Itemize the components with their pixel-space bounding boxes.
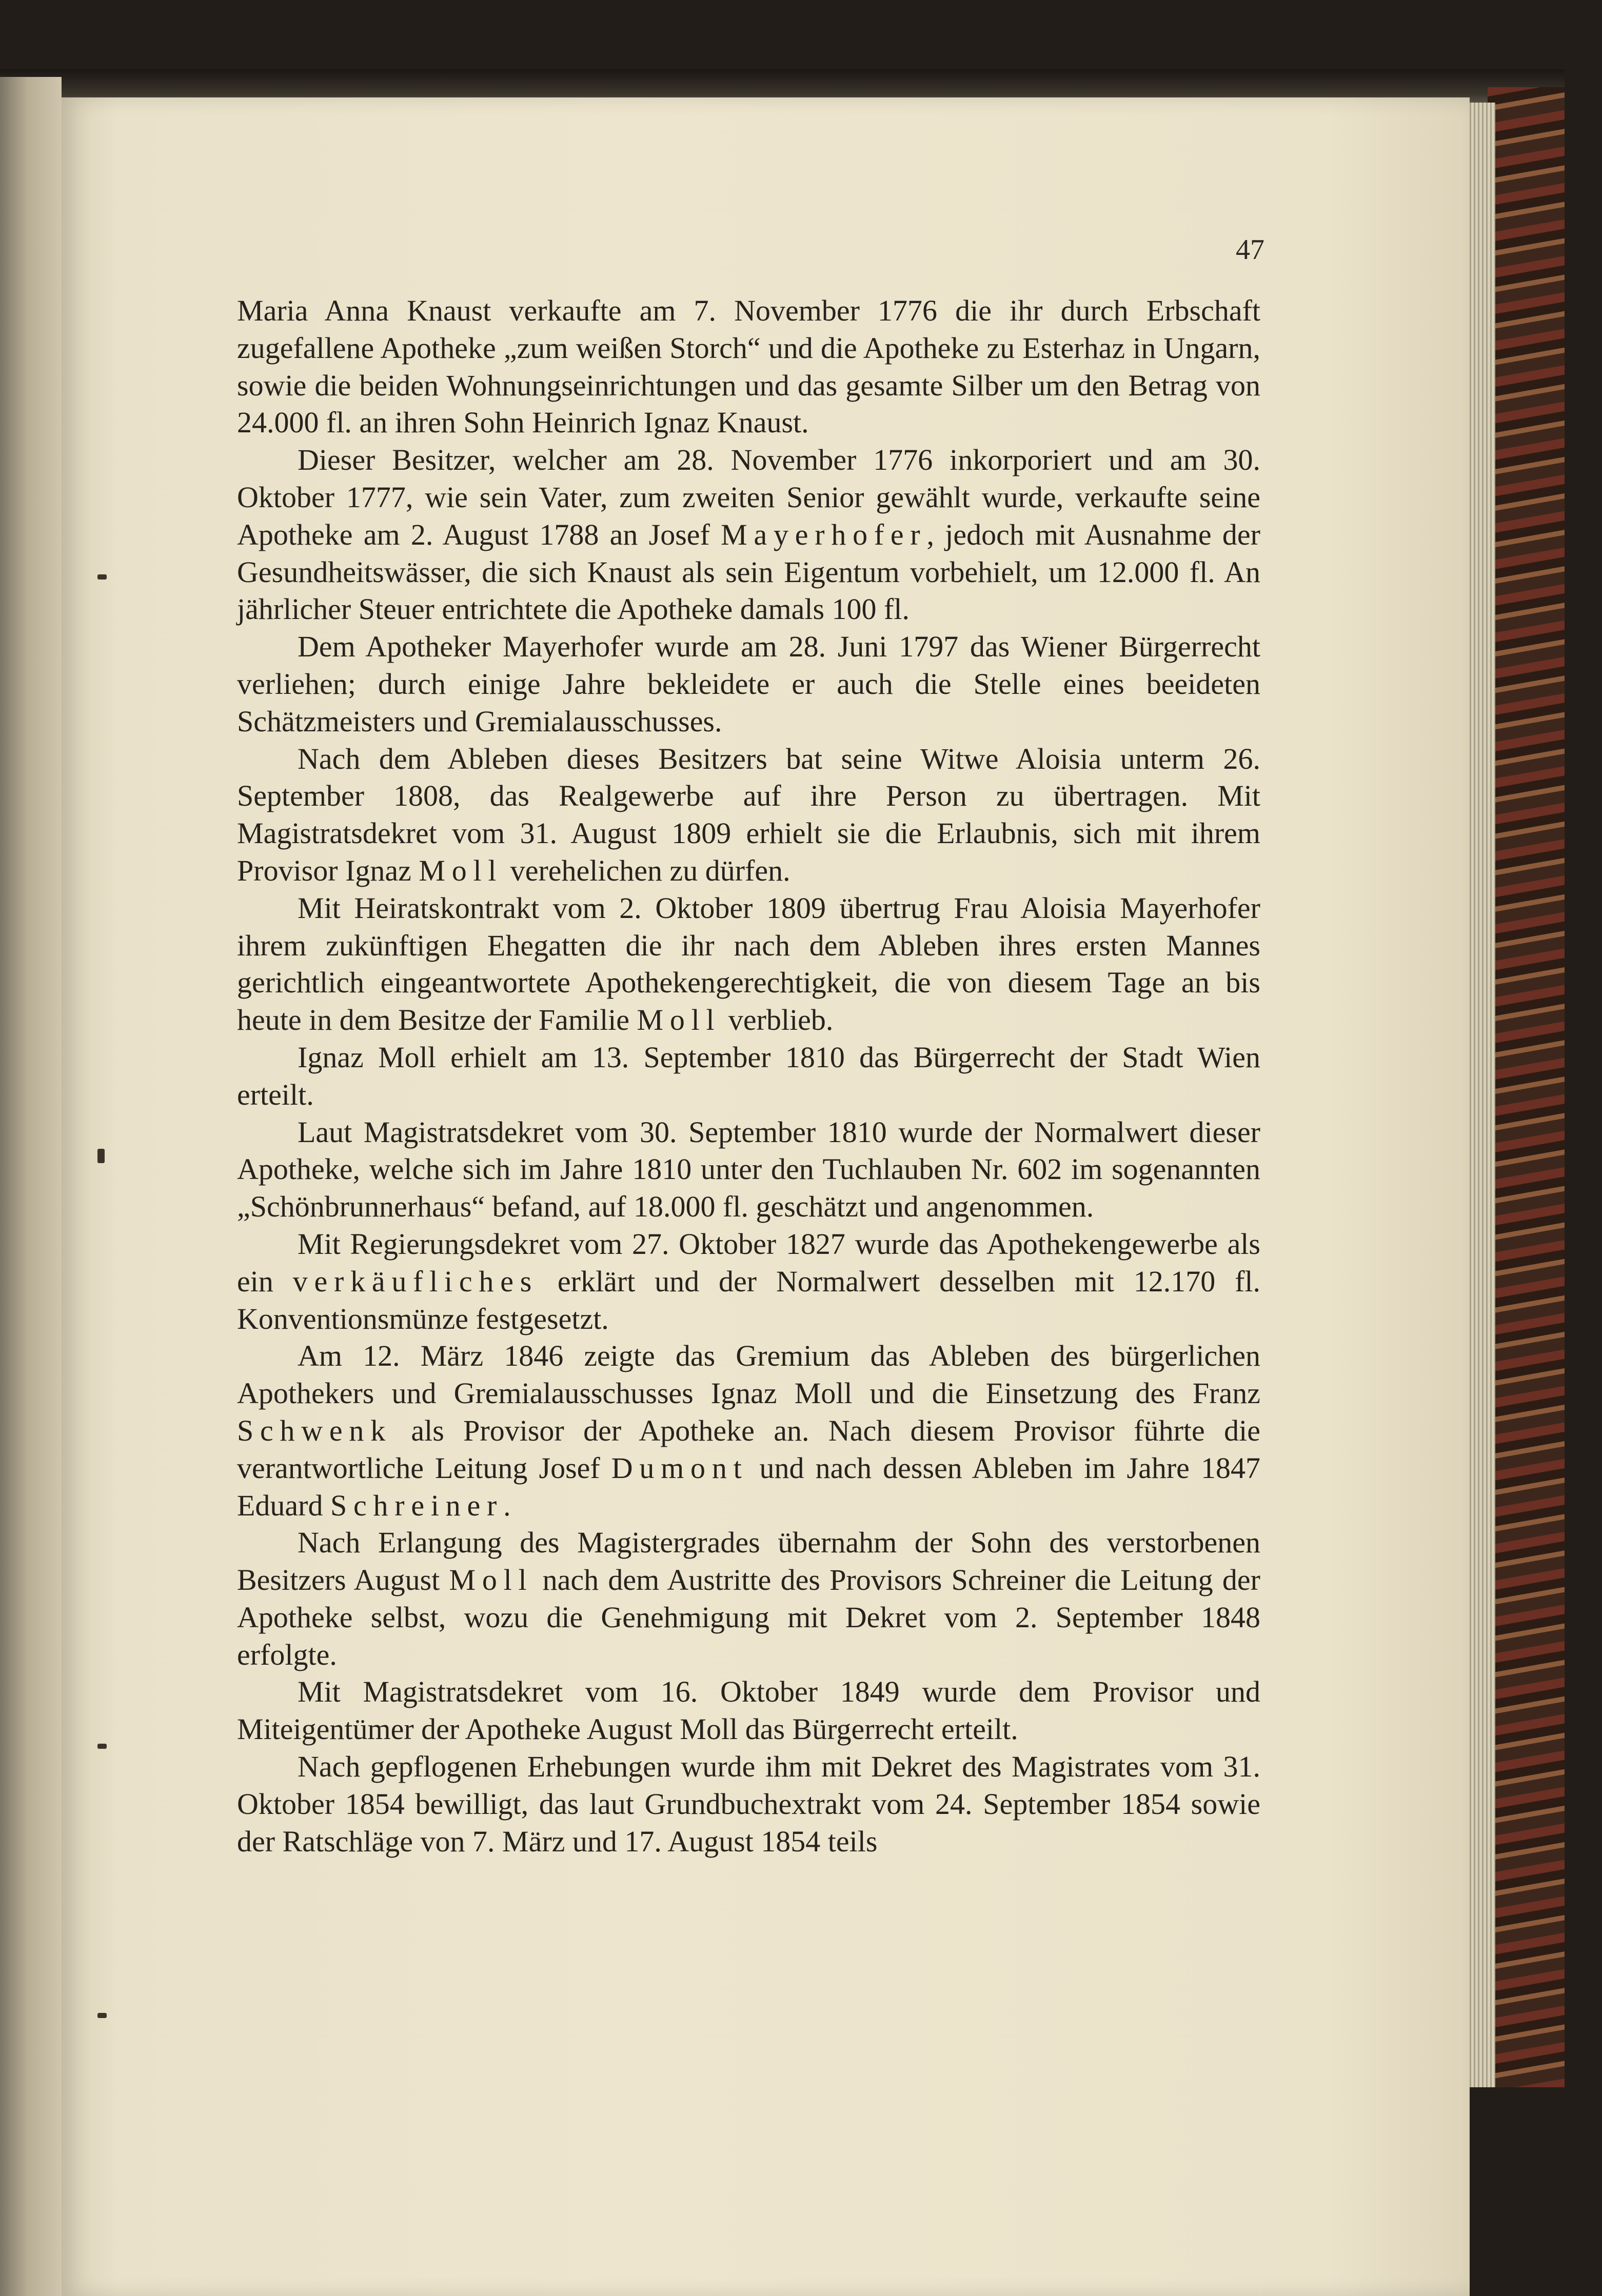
paragraph-text: , jedoch mit Ausnahme der Gesundheitswässer, die sich Knaust als sein Eigentum vorbehielt, um 12.000 fl. An jährlicher Steuer entrichtete die Apotheke damals 100 fl.: [237, 517, 1260, 626]
body-text: [237, 292, 1260, 1860]
paragraph: [237, 1524, 1260, 1673]
paragraph-text: Mit Heiratskontrakt vom 2. Oktober 1809 übertrug Frau Aloisia Mayerhofer ihrem zukünftigen Ehegatten die ihr nach dem Ableben ihres ersten Mannes gerichtlich eingeantwortete Apothekengerechtigkeit, die von diesem Tage an bis heute in dem Besitze der Familie: [237, 891, 1260, 1037]
paragraph-text: Mit Magistratsdekret vom 16. Oktober 1849 wurde dem Provisor und Miteigentümer der Apotheke August Moll das Bürgerrecht erteilt.: [237, 1675, 1260, 1746]
page-stack-edge: [1467, 103, 1495, 2087]
paragraph-text: .: [503, 1488, 511, 1522]
page-number: 47: [1236, 234, 1264, 266]
paragraph-text: Laut Magistratsdekret vom 30. September 1810 wurde der Normalwert dieser Apotheke, welche sich im Jahre 1810 unter den Tuchlauben Nr. 602 im sogenannten „Schönbrunnerhaus“ befand, auf 18.000 fl. geschätzt und angenommen.: [237, 1115, 1260, 1224]
paragraph-text: erklärt und der Normalwert desselben mit 12.170 fl. Konventionsmünze festgesetzt.: [237, 1264, 1261, 1335]
binding-mark: [97, 1149, 105, 1163]
spaced-name: Dumont: [611, 1451, 748, 1485]
paragraph-text: Dieser Besitzer, welcher am 28. November 1776 inkorporiert und am 30. Oktober 1777, wie sein Vater, zum zweiten Senior gewählt wurde, verkaufte seine Apotheke am 2. August 1788 an Josef: [237, 443, 1260, 551]
spaced-name: Schreiner: [330, 1488, 504, 1522]
paragraph: [237, 628, 1260, 740]
paragraph: [237, 1039, 1260, 1114]
binding-mark: [97, 1744, 107, 1749]
spaced-name: Mayerhofer: [721, 517, 927, 551]
paragraph: [237, 442, 1260, 628]
paragraph-text: Nach Erlangung des Magistergrades übernahm der Sohn des verstorbenen Besitzers August: [237, 1526, 1260, 1597]
spaced-name: Moll: [637, 1003, 721, 1037]
paragraph: [237, 292, 1260, 442]
paragraph-text: Am 12. März 1846 zeigte das Gremium das Ableben des bürgerlichen Apothekers und Gremialausschusses Ignaz Moll und die Einsetzung des Franz: [237, 1339, 1260, 1410]
paragraph-text: Ignaz Moll erhielt am 13. September 1810 das Bürgerrecht der Stadt Wien erteilt.: [237, 1040, 1260, 1111]
paragraph: [237, 1673, 1260, 1748]
binding-mark: [97, 574, 107, 580]
marbled-book-edge: [1488, 87, 1565, 2087]
previous-page-edge: [0, 77, 62, 2296]
paragraph-text: als Provisor der Apotheke an. Nach diesem Provisor führte die verantwortliche Leitung Josef: [237, 1413, 1260, 1485]
paragraph-text: nach dem Austritte des Provisors Schreiner die Leitung der Apotheke selbst, wozu die Genehmigung mit Dekret vom 2. September 1848 erfolgte.: [237, 1563, 1260, 1671]
paragraph-text: verehelichen zu dürfen.: [503, 853, 790, 887]
spaced-name: verkäufliches: [292, 1264, 539, 1298]
paragraph-text: und nach dessen Ableben im Jahre 1847 Eduard: [237, 1451, 1260, 1522]
paragraph: [237, 1114, 1260, 1226]
paragraph-text: Mit Regierungsdekret vom 27. Oktober 1827 wurde das Apothekengewerbe als ein: [237, 1227, 1260, 1298]
paragraph: [237, 1748, 1260, 1860]
spaced-name: Schwenk: [237, 1413, 392, 1447]
paragraph-text: Maria Anna Knaust verkaufte am 7. November 1776 die ihr durch Erbschaft zugefallene Apotheke „zum weißen Storch“ und die Apotheke zu Esterhaz in Ungarn, sowie die beiden Wohnungseinrichtungen und das gesamte Silber um den Betrag von 24.000 fl. an ihren Sohn Heinrich Ignaz Knaust.: [237, 294, 1260, 440]
paragraph-text: Nach dem Ableben dieses Besitzers bat seine Witwe Aloisia unterm 26. September 1808, das Realgewerbe auf ihre Person zu übertragen. Mit Magistratsdekret vom 31. August 1809 erhielt sie die Erlaubnis, sich mit ihrem Provisor Ignaz: [237, 742, 1260, 887]
paragraph-text: Dem Apotheker Mayerhofer wurde am 28. Juni 1797 das Wiener Bürgerrecht verliehen; durch einige Jahre bekleidete er auch die Stelle eines beeideten Schätzmeisters und Gremialausschusses.: [237, 630, 1260, 738]
paragraph-text: Nach gepflogenen Erhebungen wurde ihm mit Dekret des Magistrates vom 31. Oktober 1854 bewilligt, das laut Grundbuchextrakt vom 24. September 1854 sowie der Ratschläge von 7. März und 17. August 1854 teils: [237, 1750, 1260, 1858]
paragraph: [237, 1226, 1260, 1337]
paragraph: [237, 741, 1260, 890]
spaced-name: Moll: [419, 853, 503, 887]
gutter-marks: [97, 97, 113, 2296]
paragraph: [237, 1337, 1260, 1524]
paragraph-text: verblieb.: [721, 1003, 834, 1037]
spaced-name: Moll: [449, 1563, 533, 1597]
binding-mark: [97, 2013, 107, 2018]
paragraph: [237, 890, 1260, 1039]
